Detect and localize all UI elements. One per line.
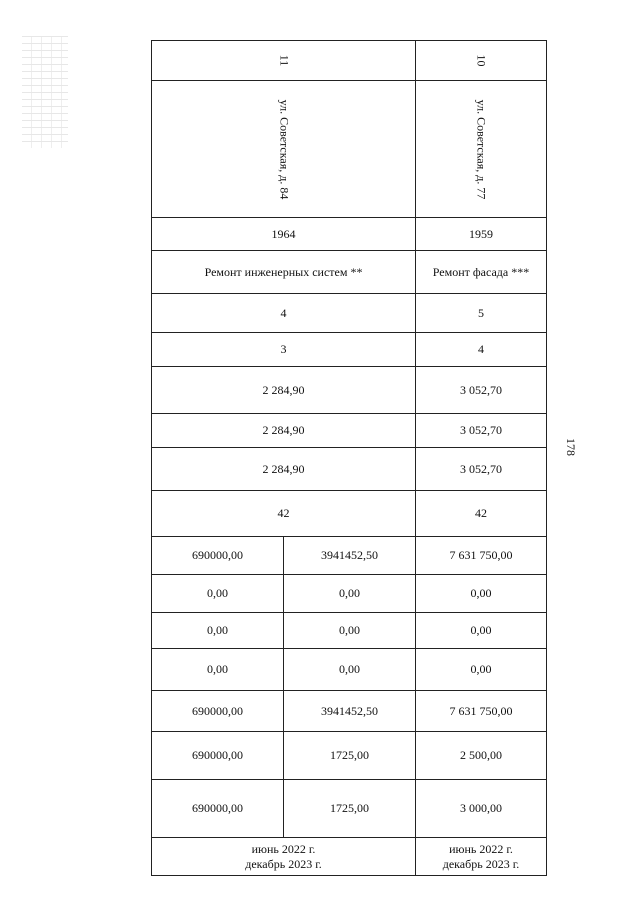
row-cost-c <box>152 649 547 691</box>
row-index <box>152 41 547 81</box>
cell-cost: 0,00 <box>152 649 284 691</box>
row-cost-b <box>152 613 547 649</box>
cell-index <box>416 41 547 81</box>
index-value: 10 <box>474 54 489 67</box>
row-area-3 <box>152 448 547 491</box>
cell-area: 3 052,70 <box>416 367 547 414</box>
row-area-1 <box>152 367 547 414</box>
cell-cost: 690000,00 <box>152 691 284 732</box>
cell-cost: 1725,00 <box>284 780 416 838</box>
cell-work-type: Ремонт фасада *** <box>416 251 547 294</box>
row-period <box>152 838 547 876</box>
cell-count: 42 <box>416 491 547 537</box>
cell-cost: 0,00 <box>416 649 547 691</box>
scan-artifact <box>22 36 68 148</box>
cell-floors: 5 <box>416 294 547 333</box>
row-year <box>152 218 547 251</box>
period-end: декабрь 2023 г. <box>442 856 520 871</box>
cell-address <box>152 81 416 218</box>
cell-area: 3 052,70 <box>416 448 547 491</box>
cell-area: 3 052,70 <box>416 414 547 448</box>
row-cost-a <box>152 575 547 613</box>
cell-cost: 0,00 <box>152 613 284 649</box>
cell-cost: 7 631 750,00 <box>416 691 547 732</box>
cell-cost: 0,00 <box>284 575 416 613</box>
row-floors <box>152 294 547 333</box>
cell-year: 1959 <box>416 218 547 251</box>
row-unit-cost-limit <box>152 780 547 838</box>
cell-cost: 3941452,50 <box>284 537 416 575</box>
cell-address <box>416 81 547 218</box>
row-cost-total <box>152 537 547 575</box>
cell-cost: 2 500,00 <box>416 732 547 780</box>
period-start: июнь 2022 г. <box>251 841 316 856</box>
cell-period <box>416 838 547 876</box>
cell-cost: 0,00 <box>416 575 547 613</box>
cell-cost: 690000,00 <box>152 537 284 575</box>
cell-area: 2 284,90 <box>152 448 416 491</box>
cell-cost: 3941452,50 <box>284 691 416 732</box>
period-end: декабрь 2023 г. <box>245 856 322 871</box>
index-value: 11 <box>277 54 291 67</box>
cell-cost: 3 000,00 <box>416 780 547 838</box>
cell-year: 1964 <box>152 218 416 251</box>
address-value: ул. Советская, д. 84 <box>276 99 291 199</box>
address-value: ул. Советская, д. 77 <box>474 99 489 199</box>
cell-count: 42 <box>152 491 416 537</box>
row-unit-cost <box>152 732 547 780</box>
cell-entrances: 3 <box>152 333 416 367</box>
cell-cost: 0,00 <box>284 613 416 649</box>
cell-entrances: 4 <box>416 333 547 367</box>
row-entrances <box>152 333 547 367</box>
row-address <box>152 81 547 218</box>
cell-work-type: Ремонт инженерных систем ** <box>152 251 416 294</box>
row-work-type <box>152 251 547 294</box>
row-cost-owners <box>152 691 547 732</box>
cell-index <box>152 41 416 81</box>
cell-floors: 4 <box>152 294 416 333</box>
cell-area: 2 284,90 <box>152 414 416 448</box>
row-count <box>152 491 547 537</box>
cell-cost: 7 631 750,00 <box>416 537 547 575</box>
cell-cost: 1725,00 <box>284 732 416 780</box>
housing-repair-table <box>151 40 547 876</box>
period-start: июнь 2022 г. <box>449 841 513 856</box>
cell-period <box>152 838 416 876</box>
page-number: 178 <box>564 438 578 456</box>
cell-cost: 0,00 <box>416 613 547 649</box>
cell-cost: 690000,00 <box>152 780 284 838</box>
cell-cost: 0,00 <box>152 575 284 613</box>
cell-cost: 0,00 <box>284 649 416 691</box>
row-area-2 <box>152 414 547 448</box>
cell-cost: 690000,00 <box>152 732 284 780</box>
cell-area: 2 284,90 <box>152 367 416 414</box>
